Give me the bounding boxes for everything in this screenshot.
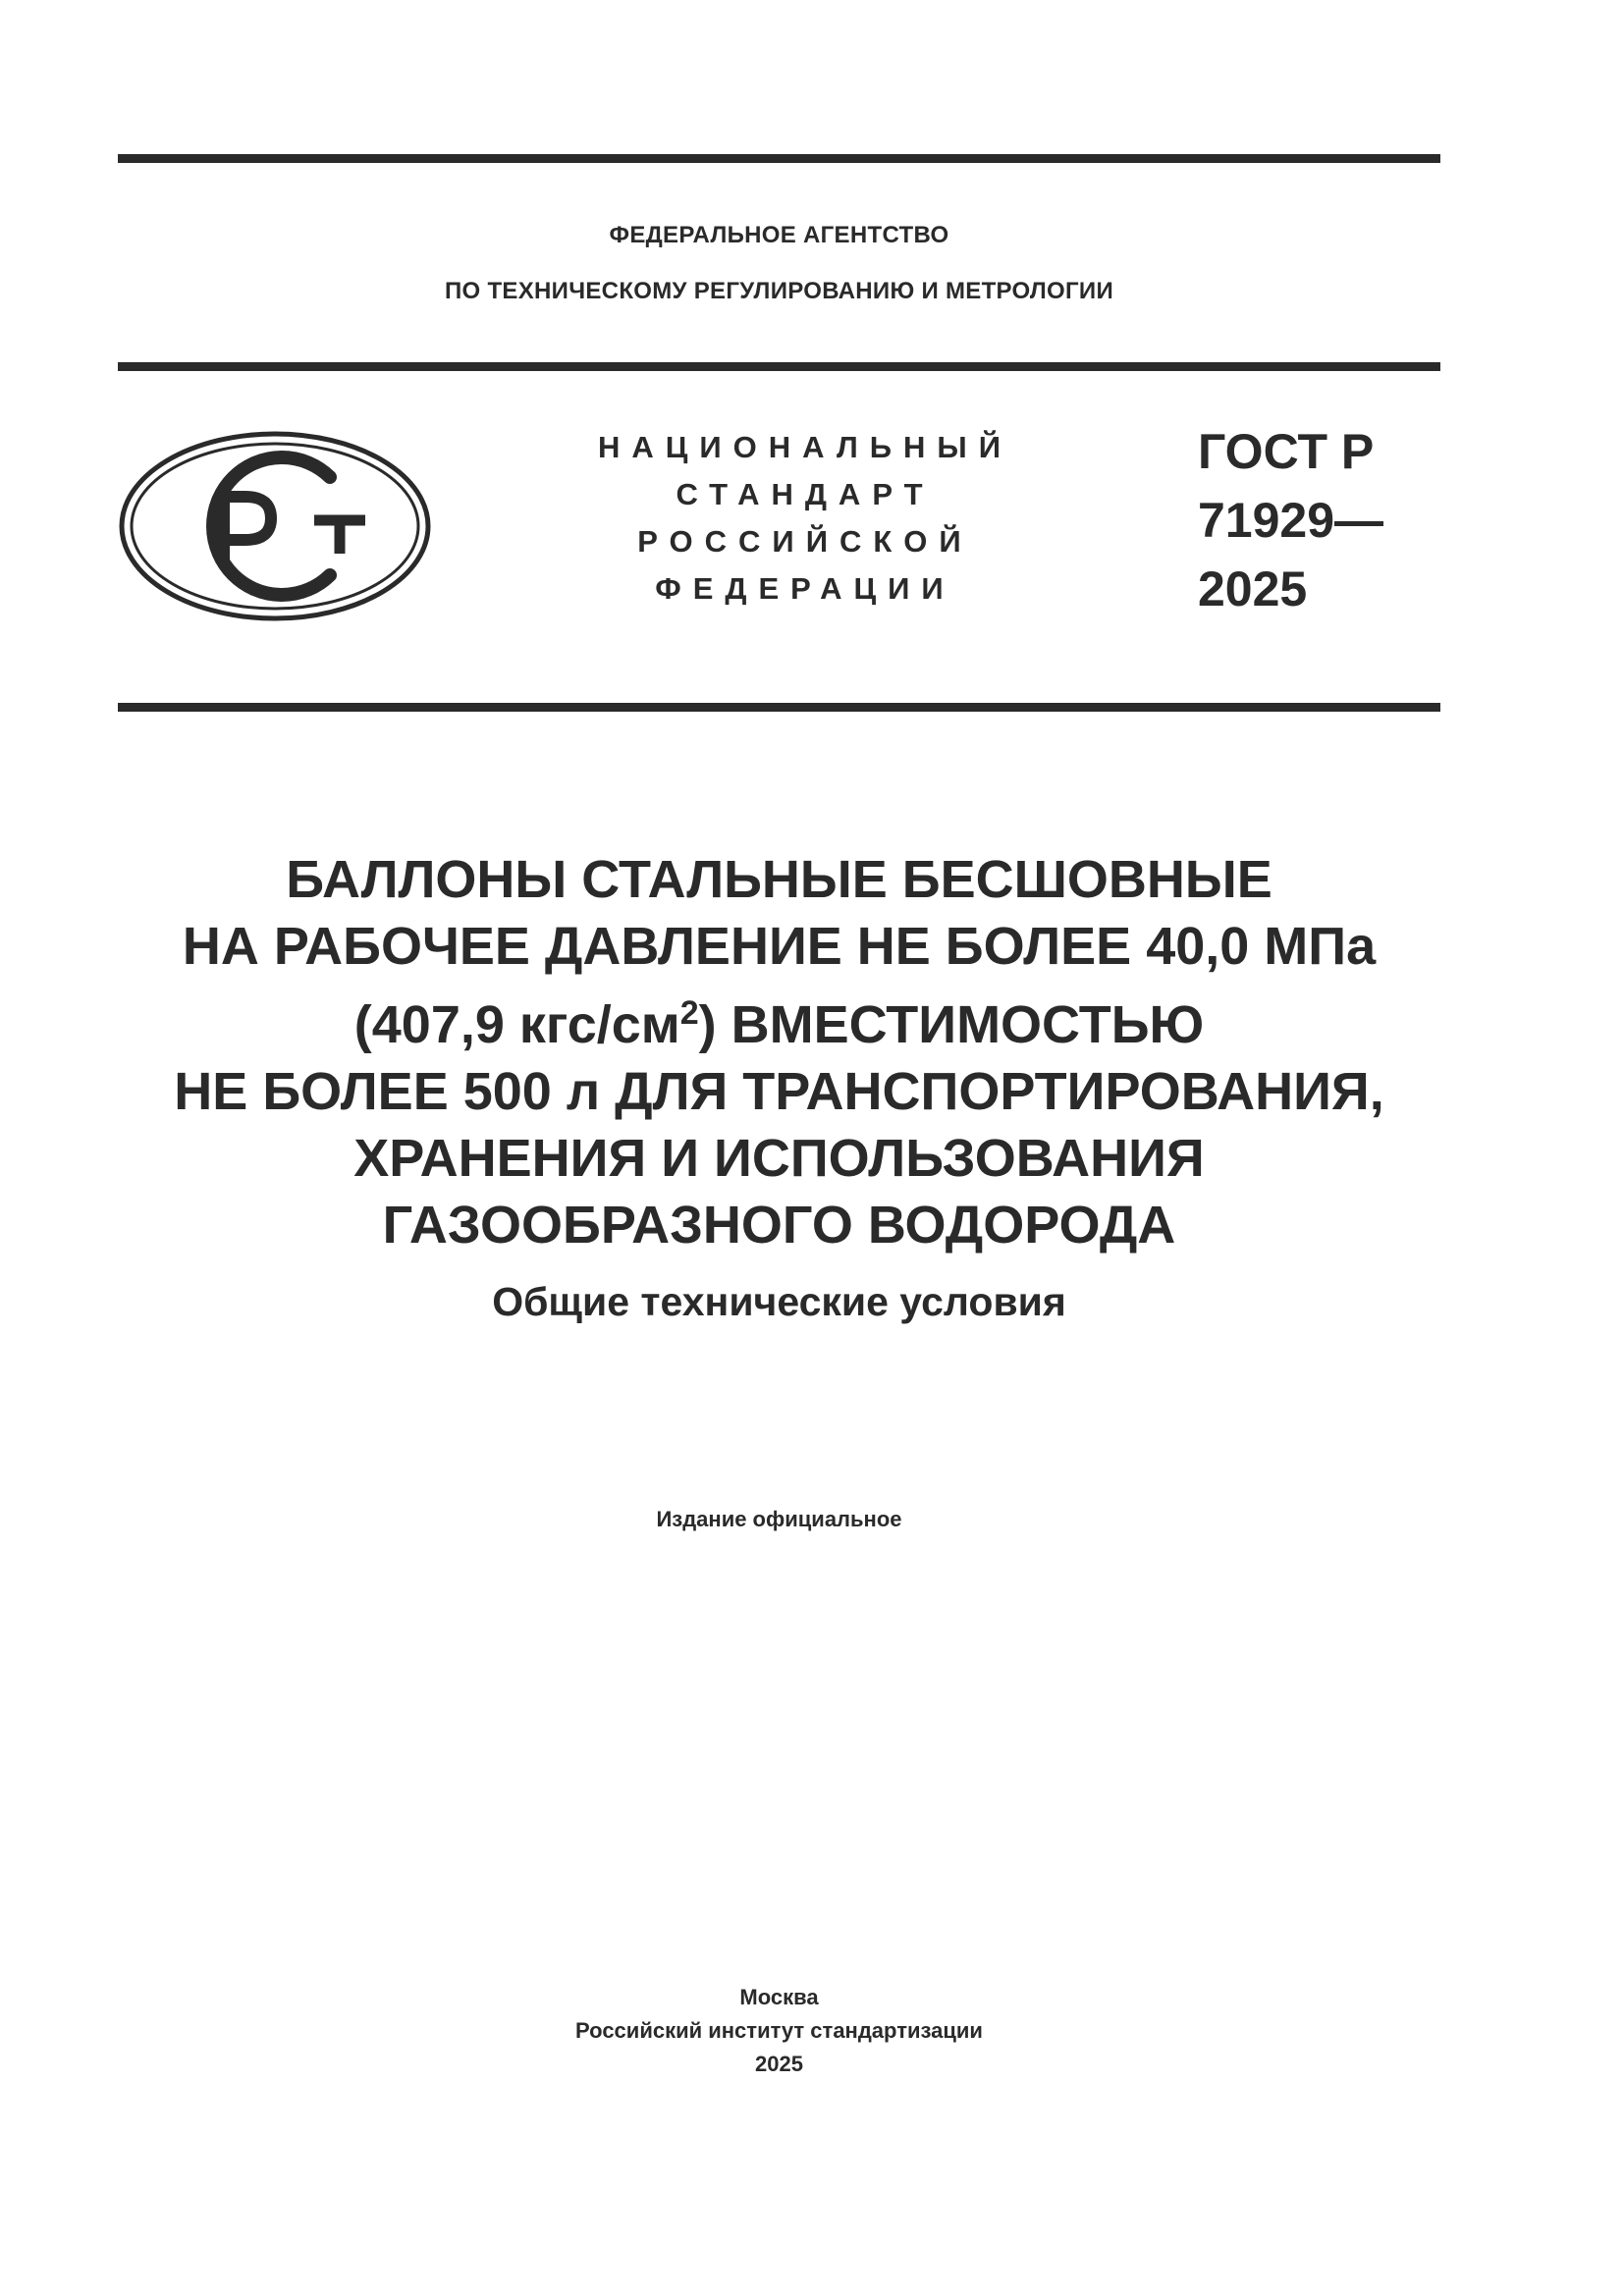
title-line-3 (118, 980, 1440, 1058)
agency-name-line-2: ПО ТЕХНИЧЕСКОМУ РЕГУЛИРОВАНИЮ И МЕТРОЛОГИИ (444, 278, 1114, 304)
designation-line-3: 2025 (1198, 561, 1308, 616)
title-superscript: 2 (679, 994, 699, 1032)
title-line-6: ГАЗООБРАЗНОГО ВОДОРОДА (382, 1196, 1176, 1255)
standard-type-line-3: РОССИЙСКОЙ (637, 524, 973, 559)
standard-type-line-2: СТАНДАРТ (676, 477, 935, 511)
standard-type-line-1: НАЦИОНАЛЬНЫЙ (597, 430, 1013, 464)
top-rule (118, 154, 1440, 163)
title-line-4: НЕ БОЛЕЕ 500 л ДЛЯ ТРАНСПОРТИРОВАНИЯ, (174, 1062, 1384, 1121)
standard-type-line-4: ФЕДЕРАЦИИ (655, 571, 955, 606)
title-line-5: ХРАНЕНИЯ И ИСПОЛЬЗОВАНИЯ (353, 1129, 1205, 1188)
imprint-publisher: Российский институт стандартизации (575, 2018, 983, 2043)
imprint-city: Москва (739, 1985, 819, 2009)
header-rule (118, 362, 1440, 371)
document-subtitle: Общие технические условия (492, 1279, 1066, 1324)
title-rule (118, 703, 1440, 712)
designation-line-1: ГОСТ Р (1198, 424, 1375, 479)
imprint-year: 2025 (755, 2052, 803, 2076)
document-title (118, 846, 1440, 1258)
edition-label: Издание официальное (656, 1507, 902, 1531)
designation-line-2: 71929— (1198, 493, 1384, 548)
title-line-2: НА РАБОЧЕЕ ДАВЛЕНИЕ НЕ БОЛЕЕ 40,0 МПа (182, 917, 1377, 976)
title-line-1: БАЛЛОНЫ СТАЛЬНЫЕ БЕСШОВНЫЕ (286, 850, 1272, 909)
title-line-3-start: (407,9 кгс/см (353, 995, 680, 1054)
title-line-3-end: ) ВМЕСТИМОСТЬЮ (698, 995, 1205, 1054)
agency-name-line-1: ФЕДЕРАЛЬНОЕ АГЕНТСТВО (609, 222, 949, 248)
rst-certification-mark-icon (118, 430, 432, 622)
